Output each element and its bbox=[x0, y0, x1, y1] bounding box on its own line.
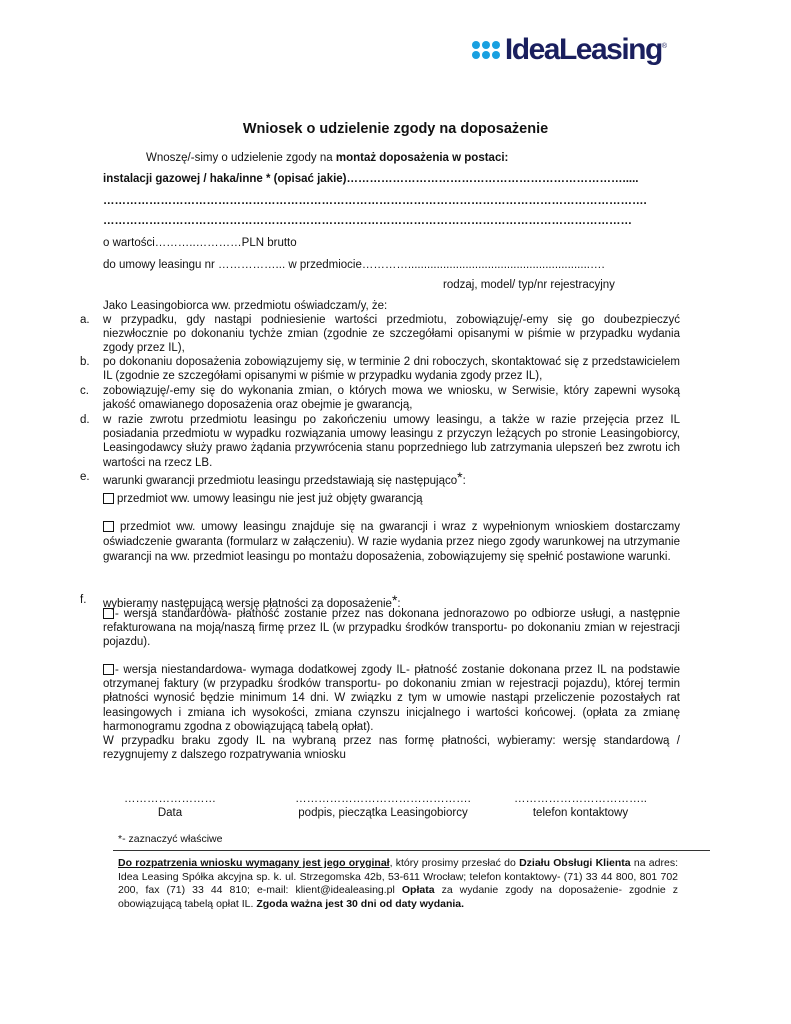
description-field-2[interactable]: ………………………………………………………………………………………………………………………… bbox=[103, 215, 632, 227]
warranty-option-2 bbox=[103, 520, 680, 565]
payment-nonstandard-label: - wersja niestandardowa- wymaga dodatkowej zgody IL- płatność zostanie dokonana przez IL na podstawie otrzymanej faktury (w przypadku środków transportu- po dokonaniu zmian w rejestracji pojazdu), której termin płatności wynosić będzie minimum 14 dni. W związku z tym w umowie nastąpi przeliczenie pozostałych rat leasingowych i zmiana ich wysokości, zmiana czynszu inicjalnego i wartości końcowej. (opłata za zmianę harmonogramu zgodna z obowiązującą tabelą opłat). bbox=[103, 664, 680, 733]
phone-label: telefon kontaktowy bbox=[532, 807, 629, 820]
item-label: a. bbox=[80, 314, 90, 326]
date-field[interactable]: …………………… bbox=[124, 793, 216, 805]
signature-field[interactable]: ………………………………………. bbox=[295, 793, 471, 805]
date-block bbox=[110, 792, 230, 820]
item-label: b. bbox=[80, 356, 90, 368]
asterisk: * bbox=[391, 592, 398, 608]
warranty-option-2-checkbox[interactable] bbox=[103, 521, 114, 532]
footer-department: Działu Obsługi Klienta bbox=[519, 857, 631, 869]
item-label: d. bbox=[80, 414, 90, 426]
list-item bbox=[0, 355, 791, 384]
item-label: c. bbox=[80, 385, 89, 397]
list-item bbox=[0, 413, 791, 470]
contract-field[interactable]: do umowy leasingu nr ……………... w przedmiocie………….........................................................…. bbox=[103, 259, 605, 271]
item-text: po dokonaniu doposażenia zobowiązujemy się, w terminie 2 dni roboczych, skontaktować się z przedstawicielem IL (zgodnie ze szczegółami opisanymi w piśmie w przypadku wydania zgody przez IL), bbox=[103, 356, 680, 383]
payment-fallback: W przypadku braku zgody IL na wybraną przez nas formę płatności, wybieramy: wersję standardową / rezygnujemy z dalszego rozpatrywania wniosku bbox=[103, 735, 680, 762]
list-item bbox=[0, 384, 791, 413]
declaration-list bbox=[0, 313, 791, 486]
footer-validity: Zgoda ważna jest 30 dni od daty wydania. bbox=[256, 897, 465, 910]
item-text: w razie zwrotu przedmiotu leasingu po zakończeniu umowy leasingu, a także w razie przejęcia przez IL posiadania przedmiotu w wypadku rozwiązania umowy leasingu z przyczyn leżących po stronie Leasingobiorcy, Leasingodawcy służy prawo żądania przywrócenia stanu poprzedniego lub zatrzymania ulepszeń bez zwrotu ich wartości na rzecz LB. bbox=[103, 414, 680, 469]
footer-text bbox=[118, 857, 678, 911]
payment-label: f. bbox=[80, 594, 87, 606]
list-item bbox=[0, 313, 791, 357]
item-e-text: warunki gwarancji przedmiotu leasingu przedstawiają się następująco bbox=[103, 475, 458, 487]
intro-bold: montaż doposażenia w postaci: bbox=[335, 152, 509, 164]
description-field-1[interactable]: ……………………………………………………………………………………………………………………………. bbox=[103, 195, 647, 207]
colon: : bbox=[397, 598, 401, 610]
idea-leasing-logo bbox=[472, 32, 667, 68]
value-field[interactable]: o wartości………..…………PLN brutto bbox=[103, 237, 297, 249]
intro-prefix: Wnoszę/-simy o udzielenie zgody na bbox=[146, 152, 336, 164]
footer-divider bbox=[113, 850, 710, 851]
payment-nonstandard-checkbox[interactable] bbox=[103, 664, 114, 675]
item-text: w przypadku, gdy nastąpi podniesienie wartości przedmiotu, zobowiązuję/-emy się go doubezpieczyć niezwłocznie po dokonaniu tychże zmian (zgodnie ze szczegółami opisanymi w piśmie w przypadku wydania zgody przez IL), bbox=[103, 314, 680, 355]
list-item bbox=[0, 470, 791, 486]
footer-original-required: Do rozpatrzenia wniosku wymagany jest jego oryginał bbox=[118, 857, 390, 869]
footer-text-1: , który prosimy przesłać do bbox=[389, 857, 520, 869]
payment-standard-checkbox[interactable] bbox=[103, 608, 114, 619]
declaration-heading: Jako Leasingobiorca ww. przedmiotu oświadczam/y, że: bbox=[103, 300, 388, 312]
warranty-option-2-label: przedmiot ww. umowy leasingu znajduje się na gwarancji i wraz z wypełnionym wnioskiem dostarczamy oświadczenie gwaranta (formularz w załączeniu). W razie wydania przez niego zgody warunkowej na utrzymanie gwarancji na ww. przedmiot leasingu po montażu doposażenia, zobowiązujemy się spełnić postawione warunki. bbox=[103, 521, 680, 563]
payment-standard-label: - wersja standardowa- płatność zostanie przez nas dokonana jednorazowo po odbiorze usługi, a następnie refakturowana na moją/naszą firmę przez IL (w przypadku środków transportu- po dokonaniu zmian w rejestracji pojazdu). bbox=[103, 608, 680, 649]
contract-caption: rodzaj, model/ typ/nr rejestracyjny bbox=[443, 279, 615, 291]
colon: : bbox=[462, 475, 466, 487]
asterisk: * bbox=[457, 469, 463, 485]
signature-label: podpis, pieczątka Leasingobiorcy bbox=[298, 807, 468, 820]
phone-block bbox=[498, 792, 663, 820]
logo-text: IdeaLeasing bbox=[504, 33, 662, 66]
footer-text-3: za wydanie zgody na doposażenie- zgodnie z obowiązującą tabelą opłat IL. bbox=[118, 884, 679, 910]
date-label: Data bbox=[157, 807, 183, 820]
item-text bbox=[103, 470, 680, 488]
payment-option-nonstandard bbox=[103, 663, 680, 734]
intro-line bbox=[146, 151, 508, 165]
logo-registered-mark: ® bbox=[661, 43, 667, 50]
item-label: e. bbox=[80, 471, 90, 483]
document-title: Wniosek o udzielenie zgody na doposażenie bbox=[242, 121, 549, 137]
warranty-option-1-label: przedmiot ww. umowy leasingu nie jest już objęty gwarancją bbox=[117, 493, 423, 505]
footer-text-2: na adres: Idea Leasing Spółka akcyjna sp. k. ul. Strzegomska 42b, 53-611 Wrocław; telefon kontaktowy- (71) 33 44 800, 801 702 200, fax (71) 33 44 810; e-mail: klient@idealeasing.pl bbox=[118, 857, 678, 896]
signature-block bbox=[278, 792, 488, 820]
footer-fee: Opłata bbox=[401, 884, 435, 896]
payment-option-standard bbox=[103, 607, 680, 650]
asterisk-note: *- zaznaczyć właściwe bbox=[118, 833, 223, 845]
logo-dots-icon bbox=[472, 41, 500, 59]
installation-field[interactable]: instalacji gazowej / haka/inne * (opisać jakie)………………………………………………………………..... bbox=[103, 173, 639, 185]
payment-heading-text: wybieramy następującą wersję płatności za doposażenie bbox=[103, 598, 392, 610]
phone-field[interactable]: …………………………….. bbox=[514, 793, 647, 805]
warranty-option-1-checkbox[interactable] bbox=[103, 493, 114, 504]
item-text: zobowiązuję/-emy się do wykonania zmian, o których mowa we wniosku, w Serwisie, który zapewni wysoką jakość omawianego doposażenia oraz obejmie je gwarancją, bbox=[103, 385, 680, 412]
warranty-option-1 bbox=[103, 492, 423, 506]
